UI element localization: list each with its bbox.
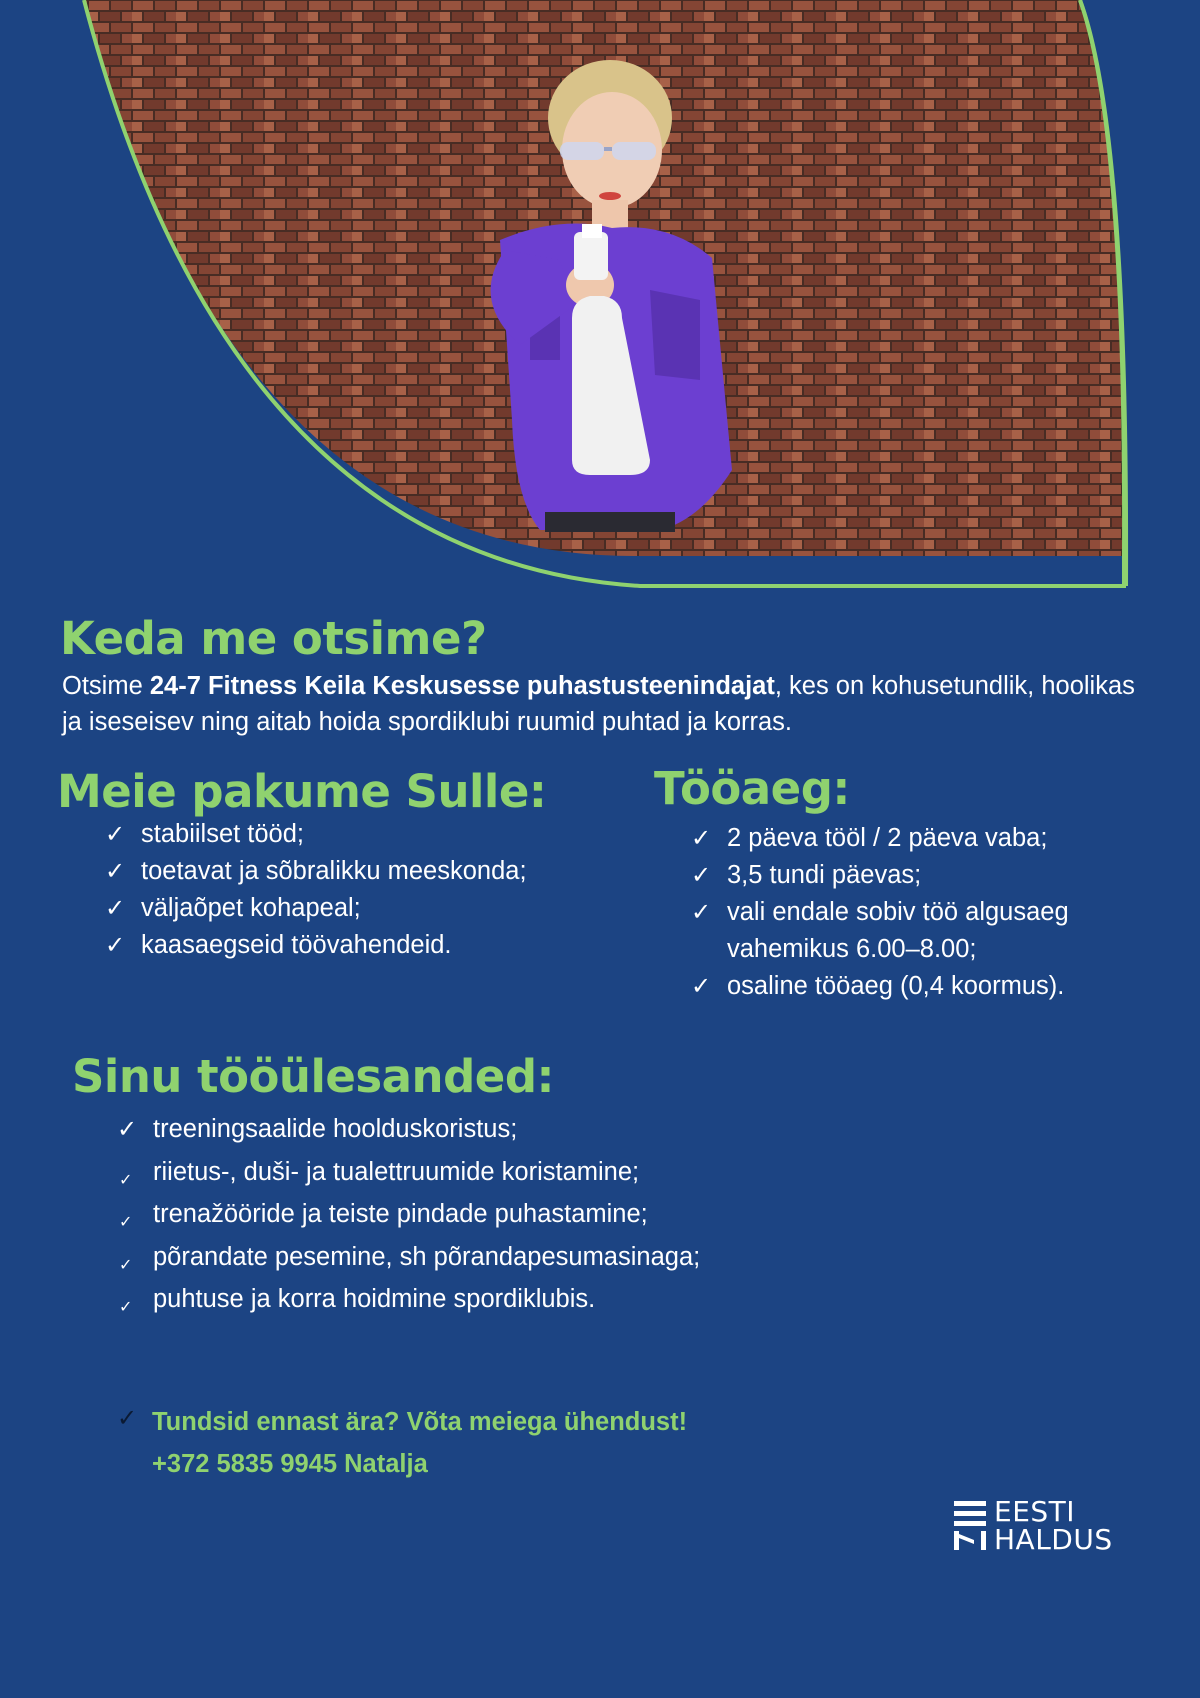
- list-item: ✓ puhtuse ja korra hoidmine spordiklubis.: [117, 1278, 917, 1321]
- intro-text-after: , kes on kohusetundlik, hoolikas ja iseseisev ning aitab hoida spordiklubi ruumid puhtad ja korras.: [62, 672, 1135, 736]
- logo-text-line-2: HALDUS: [994, 1523, 1113, 1556]
- offer-list: [105, 816, 625, 964]
- check-icon: ✓: [119, 1169, 133, 1189]
- list-item: ✓ trenažööride ja teiste pindade puhastamine;: [117, 1193, 917, 1236]
- check-icon: ✓: [105, 894, 126, 922]
- intro-text-before: Otsime: [62, 672, 150, 700]
- contact-block: [152, 1401, 687, 1485]
- hero-photo-illustration: [0, 0, 1200, 600]
- list-item: ✓ riietus-, duši- ja tualettruumide koristamine;: [117, 1151, 917, 1194]
- check-icon: ✓: [105, 820, 126, 848]
- check-icon: ✓: [119, 1254, 133, 1274]
- worktime-title: Tööaeg:: [654, 762, 850, 815]
- tasks-title: Sinu tööülesanded:: [72, 1050, 555, 1103]
- eesti-haldus-logo: [954, 1495, 1124, 1556]
- check-icon: ✓: [105, 857, 126, 885]
- list-item: ✓ 2 päeva tööl / 2 päeva vaba;: [691, 820, 1121, 857]
- list-item: ✓ toetavat ja sõbralikku meeskonda;: [105, 853, 625, 890]
- list-item: ✓ stabiilset tööd;: [105, 816, 625, 853]
- logo-text-line-1: EESTI: [994, 1495, 1076, 1528]
- worktime-list: [691, 820, 1121, 1005]
- check-icon: ✓: [119, 1212, 133, 1231]
- list-item: ✓ treeningsaalide hoolduskoristus;: [117, 1108, 917, 1151]
- contact-line-1: Tundsid ennast ära? Võta meiega ühendust!: [152, 1408, 688, 1436]
- intro-text-bold: 24-7 Fitness Keila Keskusesse puhastusteenindajat: [149, 672, 775, 700]
- check-icon: ✓: [119, 1297, 133, 1316]
- check-icon: ✓: [691, 861, 712, 889]
- logo-mark-icon: [954, 1498, 988, 1556]
- check-icon: ✓: [691, 898, 712, 926]
- check-icon: ✓: [117, 1115, 138, 1143]
- check-icon: ✓: [691, 824, 712, 852]
- list-item: ✓ kaasaegseid töövahendeid.: [105, 927, 625, 964]
- contact-phone[interactable]: +372 5835 9945 Natalja: [152, 1450, 428, 1478]
- offer-title: Meie pakume Sulle:: [57, 765, 547, 818]
- tasks-list: [117, 1108, 917, 1321]
- list-item: ✓ 3,5 tundi päevas;: [691, 857, 1121, 894]
- check-icon: ✓: [691, 972, 712, 1000]
- intro-title: Keda me otsime?: [60, 612, 487, 665]
- contact-check-icon: ✓: [117, 1404, 138, 1432]
- check-icon: ✓: [105, 931, 126, 959]
- list-item: ✓ vali endale sobiv töö algusaeg vahemikus 6.00–8.00;: [691, 894, 1121, 968]
- list-item: ✓ osaline tööaeg (0,4 koormus).: [691, 968, 1121, 1005]
- hero-image: [0, 0, 1200, 600]
- list-item: ✓ põrandate pesemine, sh põrandapesumasinaga;: [117, 1236, 917, 1279]
- list-item: ✓ väljaõpet kohapeal;: [105, 890, 625, 927]
- intro-text: [62, 668, 1142, 740]
